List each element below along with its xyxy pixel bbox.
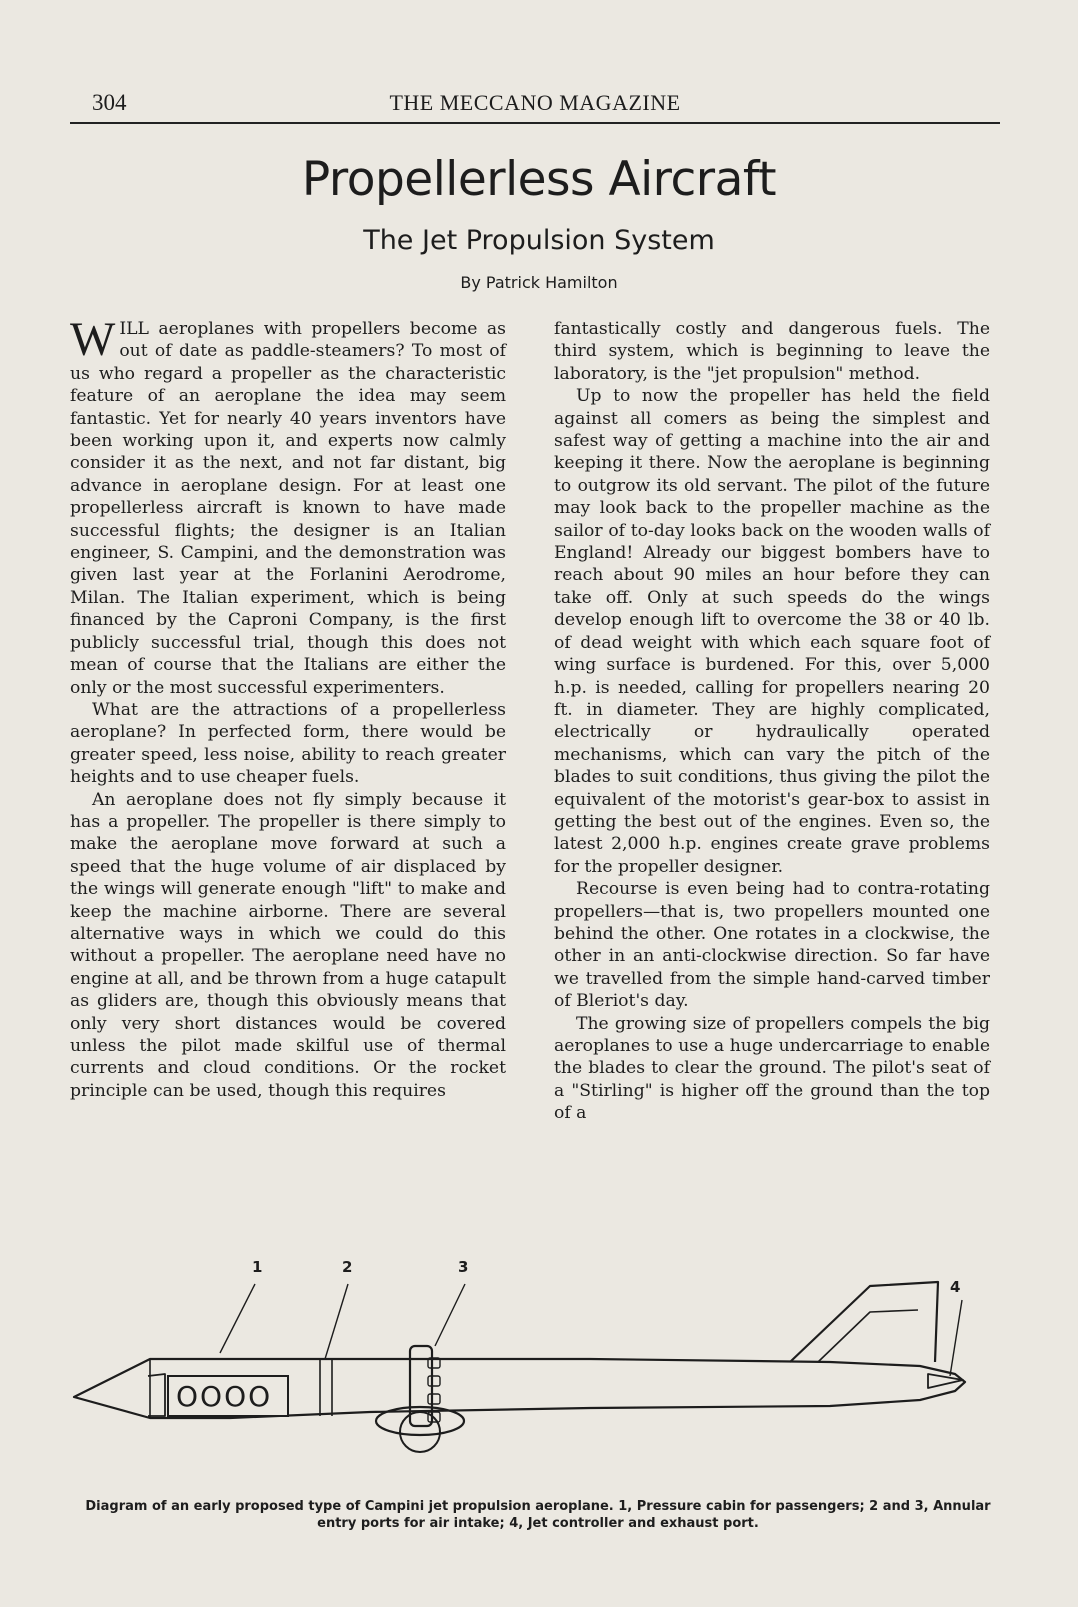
header-rule xyxy=(70,122,1000,124)
wheel xyxy=(400,1412,440,1452)
paragraph: fantastically costly and dangerous fuels. The third system, which is beginning to leave the laboratory, is the "jet propulsion" method. xyxy=(554,319,990,384)
article-byline: By Patrick Hamilton xyxy=(460,273,618,292)
label-3: 3 xyxy=(458,1258,469,1276)
right-column xyxy=(554,318,990,1125)
tail-fin xyxy=(790,1282,938,1362)
label-2: 2 xyxy=(342,1258,353,1276)
cabin-windows: OOOO xyxy=(176,1380,273,1413)
figure-caption: Diagram of an early proposed type of Campini jet propulsion aeroplane. 1, Pressure cabin for passengers; 2 and 3, Annular entry ports for air intake; 4, Jet controller and exhaust port. xyxy=(85,1499,991,1531)
page-number: 304 xyxy=(92,90,127,115)
drop-cap: W xyxy=(70,313,116,366)
paragraph: Recourse is even being had to contra-rotating propellers—that is, two propellers mounted one behind the other. One rotates in a clockwise, the other in an anti-clockwise direction. So far have we travelled from the simple hand-carved timber of Bleriot's day. xyxy=(554,879,990,1012)
label-4: 4 xyxy=(950,1278,961,1296)
paragraph: Up to now the propeller has held the field against all comers as being the simplest and safest way of getting a machine into the air and keeping it there. Now the aeroplane is beginning to outgrow its old servant. The pilot of the future may look back to the propeller machine as the sailor of to-day looks back on the wooden walls of England! Already our biggest bombers have to reach about 90 miles an hour before they can take off. Only at such speeds do the wings develop enough lift to overcome the 38 or 40 lb. of dead weight with which each square foot of wing surface is burdened. For this, over 5,000 h.p. is needed, calling for propellers nearing 20 ft. in diameter. They are highly complicated, electrically or hydraulically operated mechanisms, which can vary the pitch of the blades to suit conditions, thus giving the pilot the equivalent of the motorist's gear-box to assist in getting the best out of the engines. Even so, the latest 2,000 h.p. engines create grave problems for the propeller designer. xyxy=(554,386,990,877)
paragraph: What are the attractions of a propellerless aeroplane? In perfected form, there would be greater speed, less noise, ability to reach greater heights and to use cheaper fuels. xyxy=(70,699,506,788)
magazine-title: THE MECCANO MAGAZINE xyxy=(389,90,681,115)
label-1: 1 xyxy=(252,1258,263,1276)
paragraph-text: ILL aeroplanes with propellers become as out of date as paddle-steamers? To most of us who regard a propeller as the characteristic feature of an aeroplane the idea may seem fantastic. Yet for nearly 40 years inventors have been working upon it, and experts now calmly consider it as the next, and not far distant, big advance in aeroplane design. For at least one propellerless aircraft is known to have made successful flights; the designer is an Italian engineer, S. Campini, and the demonstration was given last year at the Forlanini Aerodrome, Milan. The Italian experiment, which is being financed by the Caproni Company, is the first publicly successful trial, though this does not mean of course that the Italians are either the only or the most successful experimenters. xyxy=(70,319,506,698)
campini-aircraft-drawing xyxy=(70,1256,1005,1496)
left-column xyxy=(70,313,506,1102)
paragraph xyxy=(70,313,506,699)
article-subtitle: The Jet Propulsion System xyxy=(363,225,715,256)
running-header xyxy=(70,84,1000,118)
paragraph: The growing size of propellers compels the big aeroplanes to use a huge undercarriage to enable the blades to clear the ground. The pilot's seat of a "Stirling" is higher off the ground than the top of a xyxy=(554,1013,990,1124)
article-title: Propellerless Aircraft xyxy=(301,152,777,207)
aircraft-diagram xyxy=(70,1256,1005,1496)
paragraph: An aeroplane does not fly simply because it has a propeller. The propeller is there simply to make the aeroplane move forward at such a speed that the huge volume of air displaced by the wings will generate enough "lift" to make and keep the machine airborne. There are several alternative ways in which we could do this without a propeller. The aeroplane need have no engine at all, and be thrown from a huge catapult as gliders are, though this obviously means that only very short distances would be covered unless the pilot made skilful use of thermal currents and cloud conditions. Or the rocket principle can be used, though this requires xyxy=(70,789,506,1101)
